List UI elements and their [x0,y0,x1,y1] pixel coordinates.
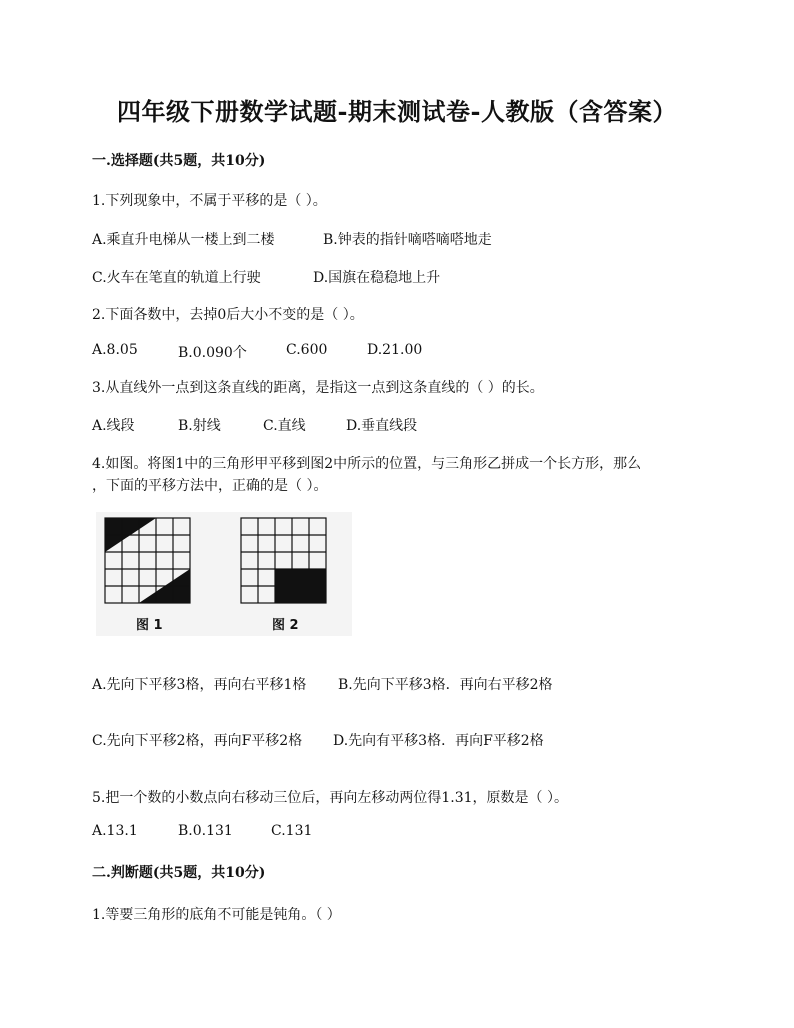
combined-rectangle [275,569,326,603]
q4-option-c: C.先向下平移2格，再向F平移2格 [92,733,303,749]
q3-option-a: A.线段 [92,418,135,434]
judgement-1: 1.等要三角形的底角不可能是钝角。（ ） [92,907,341,923]
q2-option-d: D.21.00 [367,342,423,358]
q4-option-a: A.先向下平移3格，再向右平移1格 [92,677,307,693]
q5-option-c: C.131 [271,823,313,839]
q2-option-c: C.600 [286,342,328,358]
figure-1-grid [105,518,190,603]
question-4-stem-line1: 4.如图。将图1中的三角形甲平移到图2中所示的位置，与三角形乙拼成一个长方形，那么 [92,456,642,472]
page-title: 四年级下册数学试题-期末测试卷-人教版（含答案） [117,97,677,126]
q1-option-d: D.国旗在稳稳地上升 [313,270,441,286]
figure-2-caption: 图 2 [272,618,299,633]
q1-option-c: C.火车在笔直的轨道上行驶 [92,270,261,286]
figure-2-grid [241,518,326,603]
section-heading-judgement: 二.判断题(共5题，共10分) [92,865,266,881]
question-2-stem: 2.下面各数中，去掉0后大小不变的是（ ）。 [92,307,364,323]
section-heading-choice: 一.选择题(共5题，共10分) [92,153,266,169]
q2-option-a: A.8.05 [92,342,138,358]
question-5-stem: 5.把一个数的小数点向右移动三位后，再向左移动两位得1.31，原数是（ ）。 [92,790,568,806]
q1-option-b: B.钟表的指针嘀嗒嘀嗒地走 [323,232,492,248]
q3-option-b: B.射线 [178,418,221,434]
question-3-stem: 3.从直线外一点到这条直线的距离，是指这一点到这条直线的（ ）的长。 [92,380,544,396]
question-4-stem-line2: ，下面的平移方法中，正确的是（ ）。 [92,478,328,494]
q4-option-d: D.先向有平移3格．再向F平移2格 [333,733,544,749]
q5-option-b: B.0.131 [178,823,233,839]
q1-option-a: A.乘直升电梯从一楼上到二楼 [92,232,275,248]
question-1-stem: 1.下列现象中，不属于平移的是（ ）。 [92,193,327,209]
translation-grids [96,512,352,636]
q4-option-b: B.先向下平移3格．再向右平移2格 [338,677,553,693]
q5-option-a: A.13.1 [92,823,138,839]
q2-option-b: B.0.090个 [178,345,247,361]
translation-figure [96,512,352,636]
figure-1-caption: 图 1 [136,618,163,633]
q3-option-d: D.垂直线段 [346,418,418,434]
q3-option-c: C.直线 [263,418,306,434]
